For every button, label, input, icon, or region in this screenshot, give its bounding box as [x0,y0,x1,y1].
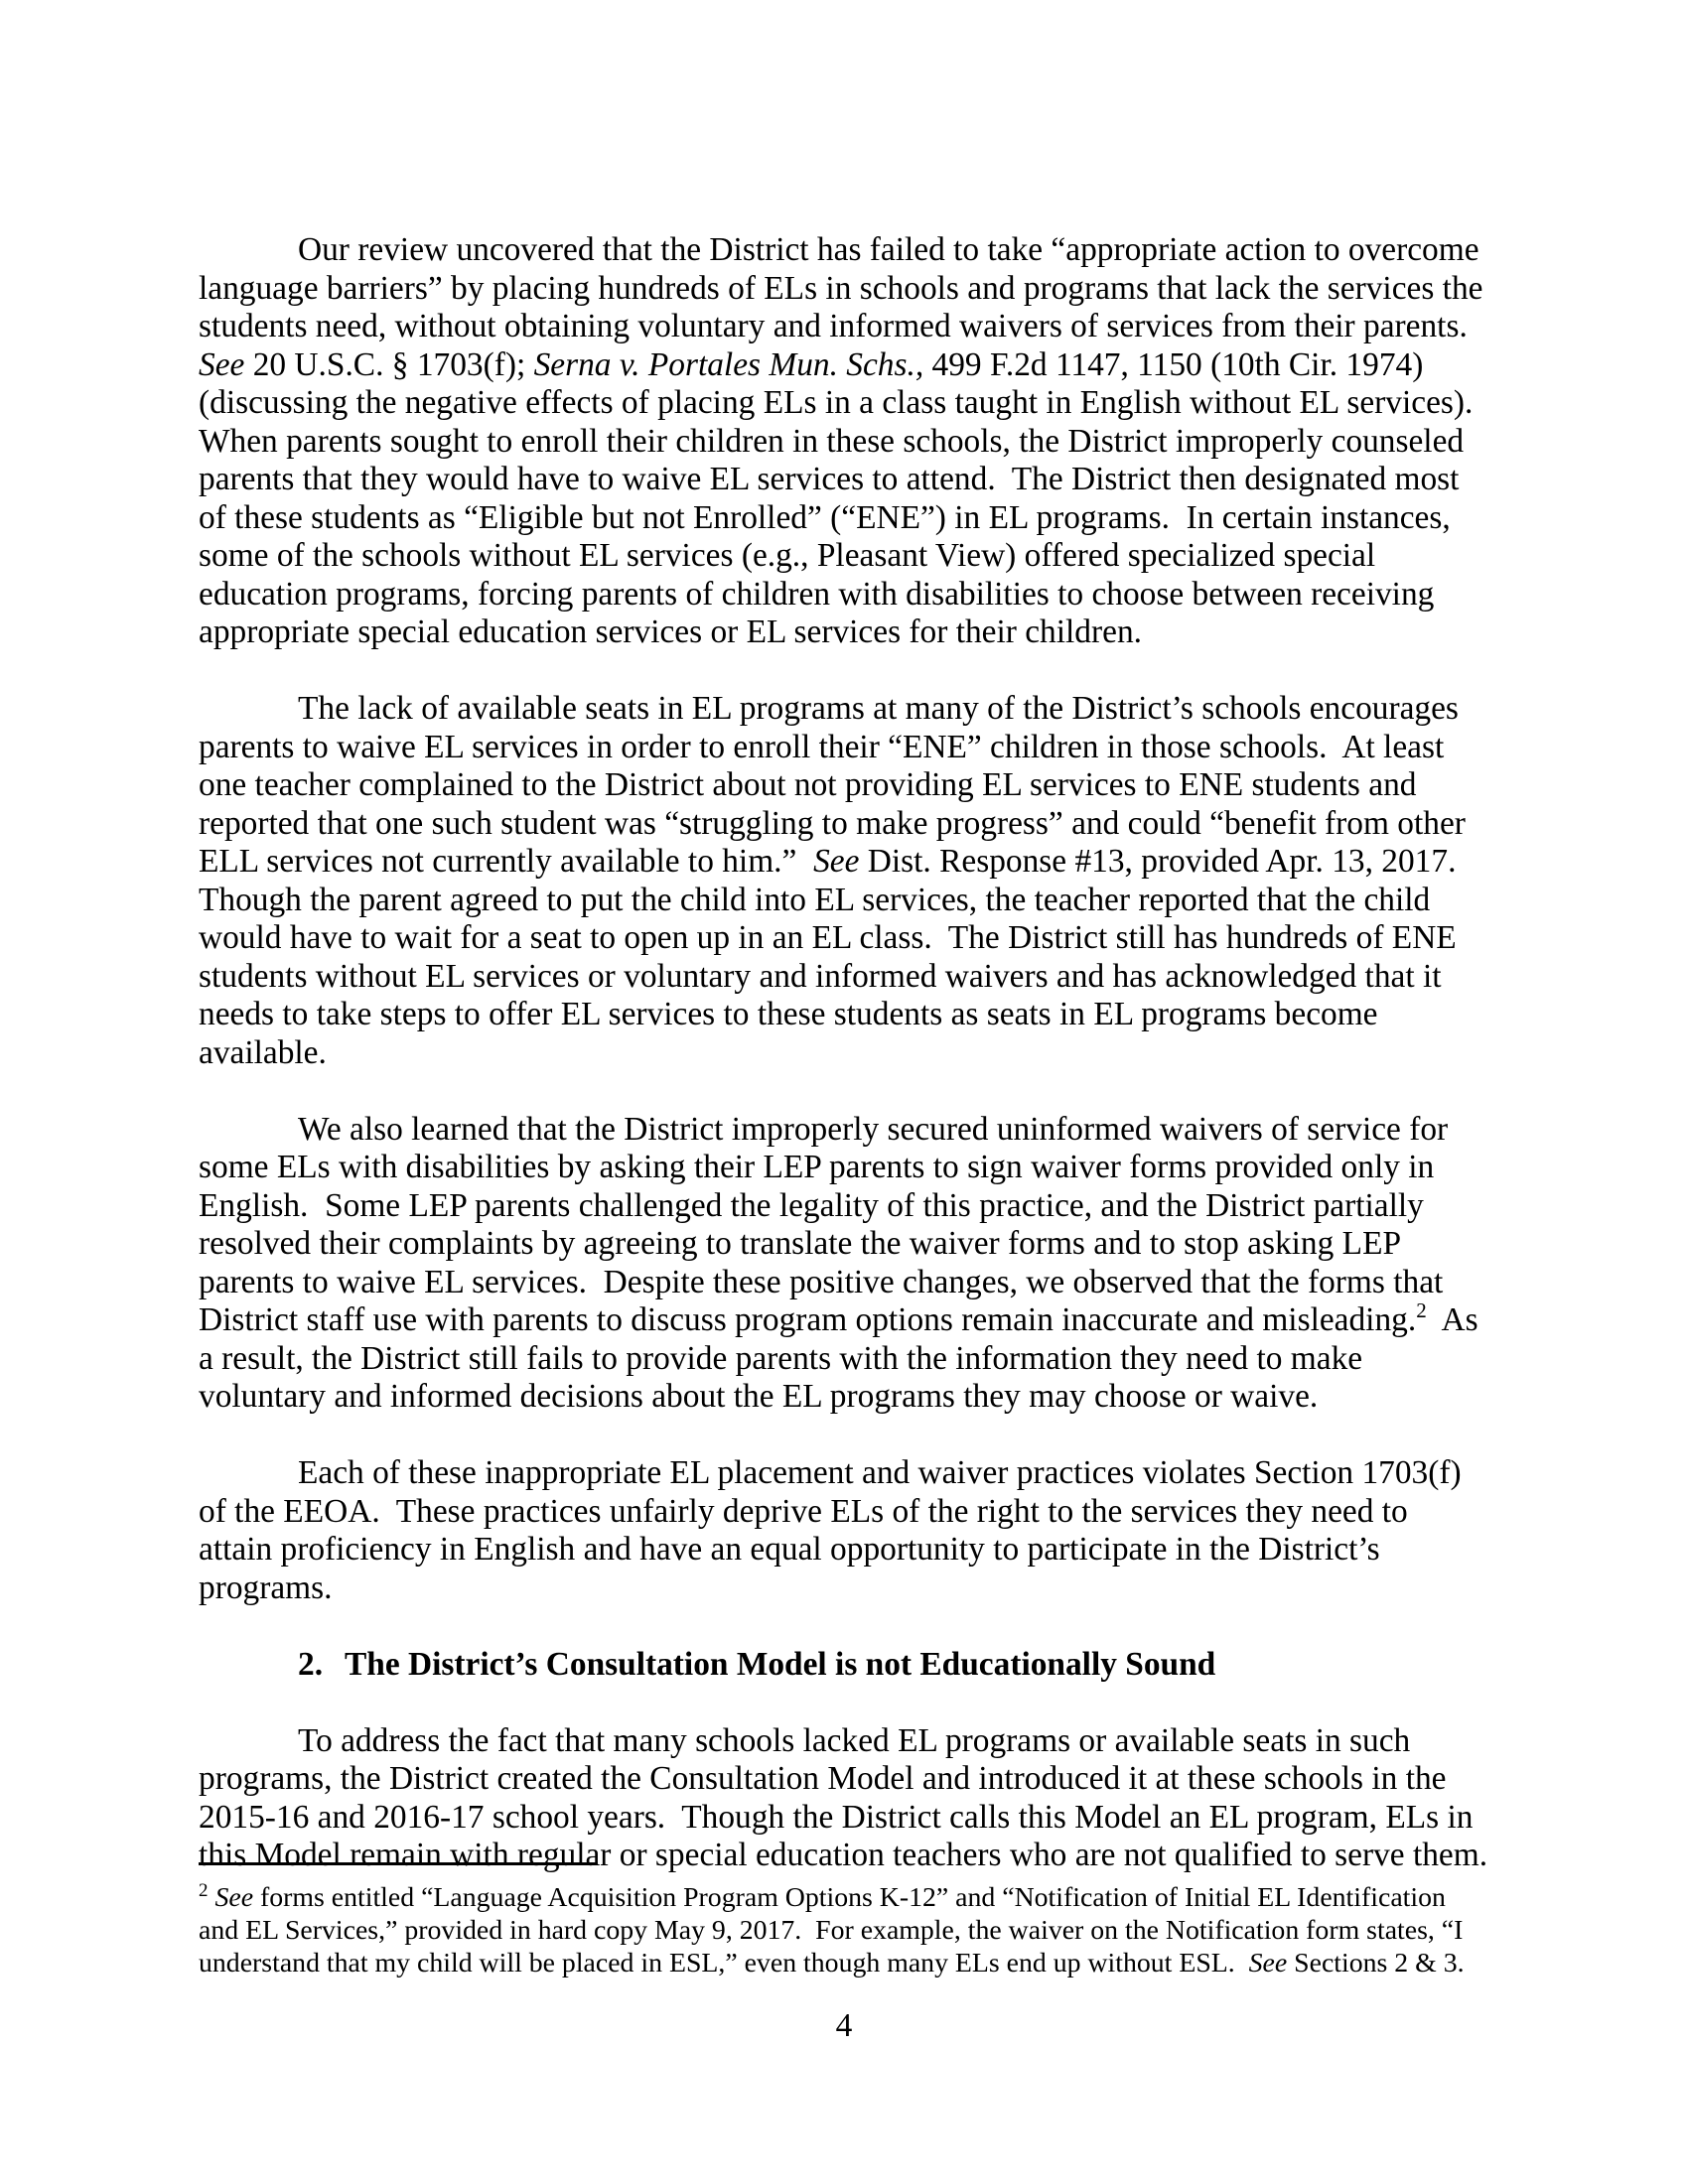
text-run: As a result, the District still fails to provide parents with the information they need to make voluntary and informed decisions about the EL programs they may choose or waive. [199,1301,1487,1415]
footnote-area [199,1862,1489,1979]
text-run: Dist. Response #13, provided Apr. 13, 2017. Though the parent agreed to put the child into EL services, the teacher reported that the child would have to wait for a seat to open up in an EL class. The District still has hundreds of ENE students without EL services or voluntary and informed waivers and has acknowledged that it needs to take steps to offer EL services to these students as seats in EL programs become available. [199,843,1473,1071]
text-run: Our review uncovered that the District has failed to take “appropriate action to overcome language barriers” by placing hundreds of ELs in schools and programs that lack the services the students need, without obtaining voluntary and informed waivers of services from their parents. [199,231,1491,344]
text-run: See [813,843,860,880]
paragraph-3 [199,1111,1489,1417]
text-run: 499 F.2d 1147, 1150 (10th Cir. 1974) (discussing the negative effects of placing ELs in a class taught in English without EL services). When parents sought to enroll their children in these schools, the District improperly counseled parents that they would have to waive EL services to attend. The District then designated most of these students as “Eligible but not Enrolled” (“ENE”) in EL programs. In certain instances, some of the schools without EL services (e.g., Pleasant View) offered specialized special education programs, forcing parents of children with disabilities to choose between receiving appropriate special education services or EL services for their children. [199,345,1489,650]
heading-section-2 [199,1646,1489,1685]
paragraph-2 [199,690,1489,1072]
heading-number: 2. [298,1645,324,1683]
text-run: Serna v. Portales Mun. Schs., [533,345,932,383]
text-run: See [199,345,245,383]
footnote-marker: 2 [199,1880,209,1901]
text-run: To address the fact that many schools lacked EL programs or available seats in such programs, the District created the Consultation Model and introduced it at these schools in the 2015-16 and 2016-17 school years. Though the District calls this Model an EL program, ELs in this Model remain with regular or special education teachers who are not qualified to serve them. [199,1721,1488,1873]
text-run: Each of these inappropriate EL placement and waiver practices violates Section 1703(f) of the EEOA. These practices unfairly deprive ELs of the right to the services they need to attain proficiency in English and have an equal opportunity to participate in the District’s programs. [199,1454,1470,1606]
footnote-text-run: See [1248,1948,1288,1979]
paragraph-1 [199,231,1489,652]
footnote-text-run: Sections 2 & 3. [1287,1948,1465,1979]
footnote-text-run: forms entitled “Language Acquisition Program Options K-12” and “Notification of Initial EL Identification and EL Services,” provided in hard copy May 9, 2017. For example, the waiver on the Notification form states, “I understand that my child will be placed in ESL,” even though many ELs end up without ESL. [199,1882,1471,1979]
paragraph-4 [199,1454,1489,1607]
paragraph-5 [199,1722,1489,1875]
footnote-separator [199,1862,598,1865]
text-run: We also learned that the District improperly secured uninformed waivers of service for some ELs with disabilities by asking their LEP parents to sign waiver forms provided only in English. Some LEP parents challenged the legality of this practice, and the District partially resolved their complaints by agreeing to translate the waiver forms and to stop asking LEP parents to waive EL services. Despite these positive changes, we observed that the forms that District staff use with parents to discuss program options remain inaccurate and misleading. [199,1110,1457,1338]
page-number: 4 [835,2007,853,2044]
document-body [199,231,1489,1913]
text-run: The lack of available seats in EL programs at many of the District’s schools encourages parents to waive EL services in order to enroll their “ENE” children in those schools. At least one teacher complained to the District about not providing EL services to ENE students and reported that one such student was “struggling to make progress” and could “benefit from other ELL services not currently available to him.” [199,690,1475,880]
footnote-reference: 2 [1416,1298,1427,1322]
text-run: 20 U.S.C. § 1703(f); [244,345,534,383]
footnote-2 [199,1881,1489,1979]
footnote-text-run: See [214,1882,254,1913]
text-run: The District’s Consultation Model is not Educationally Sound [345,1645,1216,1683]
